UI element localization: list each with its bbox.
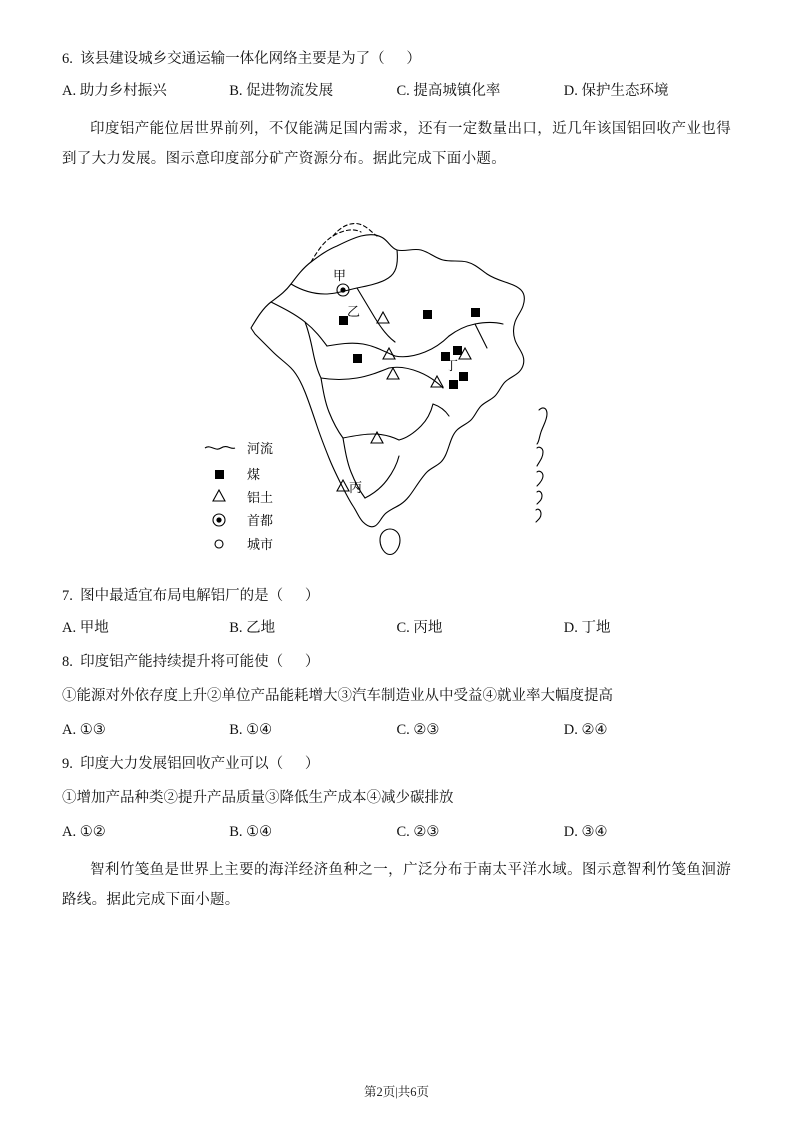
- question-8-subtext: ①能源对外依存度上升②单位产品能耗增大③汽车制造业从中受益④就业率大幅度提高: [62, 688, 613, 704]
- question-8-option-c[interactable]: C. ②③: [396, 722, 440, 738]
- question-8-option-a[interactable]: A. ①③: [62, 722, 106, 738]
- question-6-stem: 6. 该县建设城乡交通运输一体化网络主要是为了（ ）: [62, 51, 421, 67]
- question-7-stem: 7. 图中最适宜布局电解铝厂的是（ ）: [62, 588, 320, 604]
- question-6-option-b[interactable]: B. 促进物流发展: [229, 83, 334, 99]
- svg-text:河流: 河流: [246, 441, 273, 456]
- map-legend: [205, 441, 273, 552]
- question-9-option-b[interactable]: B. ①④: [229, 824, 273, 840]
- question-7-option-d[interactable]: D. 丁地: [563, 620, 611, 636]
- question-6-options: [62, 80, 731, 102]
- question-8-options: [62, 719, 731, 741]
- question-9-option-c[interactable]: C. ②③: [396, 824, 440, 840]
- india-map-svg: [187, 180, 607, 570]
- passage-chile: 智利竹笺鱼是世界上主要的海洋经济鱼种之一，广泛分布于南太平洋水域。图示意智利竹笺鱼洄游路线。据此完成下面小题。: [62, 862, 731, 908]
- question-7-option-c[interactable]: C. 丙地: [396, 620, 443, 636]
- question-9-option-a[interactable]: A. ①②: [62, 824, 106, 840]
- question-8-option-b[interactable]: B. ①④: [229, 722, 273, 738]
- question-9-subtext: ①增加产品种类②提升产品质量③降低生产成本④减少碳排放: [62, 790, 454, 806]
- question-8-stem: 8. 印度铝产能持续提升将可能使（ ）: [62, 654, 320, 670]
- bauxite-symbols: [337, 312, 471, 491]
- question-6-option-c[interactable]: C. 提高城镇化率: [396, 83, 501, 99]
- india-minerals-map-figure: [62, 180, 731, 575]
- question-9-option-d[interactable]: D. ③④: [563, 824, 608, 840]
- page-footer: 第2页|共6页: [363, 1085, 429, 1099]
- question-9-stem: 9. 印度大力发展铝回收产业可以（ ）: [62, 756, 320, 772]
- label-yi: 乙: [346, 304, 360, 319]
- question-9-options: [62, 821, 731, 843]
- svg-text:城市: 城市: [246, 537, 273, 552]
- passage-india: 印度铝产能位居世界前列，不仅能满足国内需求，还有一定数量出口，近几年该国铝回收产业也得到了大力发展。图示意印度部分矿产资源分布。据此完成下面小题。: [62, 121, 731, 167]
- label-ding: 丁: [444, 358, 458, 373]
- label-bing: 丙: [348, 480, 362, 495]
- question-6-option-a[interactable]: A. 助力乡村振兴: [62, 83, 167, 99]
- question-6-option-d[interactable]: D. 保护生态环境: [563, 83, 669, 99]
- question-8-option-d[interactable]: D. ②④: [563, 722, 608, 738]
- question-7-option-b[interactable]: B. 乙地: [229, 620, 276, 636]
- label-jia: 甲: [332, 268, 346, 283]
- question-7-option-a[interactable]: A. 甲地: [62, 620, 109, 636]
- svg-text:铝土: 铝土: [246, 490, 273, 505]
- question-7-options: [62, 617, 731, 639]
- svg-text:煤: 煤: [246, 467, 260, 482]
- svg-text:首都: 首都: [246, 513, 273, 528]
